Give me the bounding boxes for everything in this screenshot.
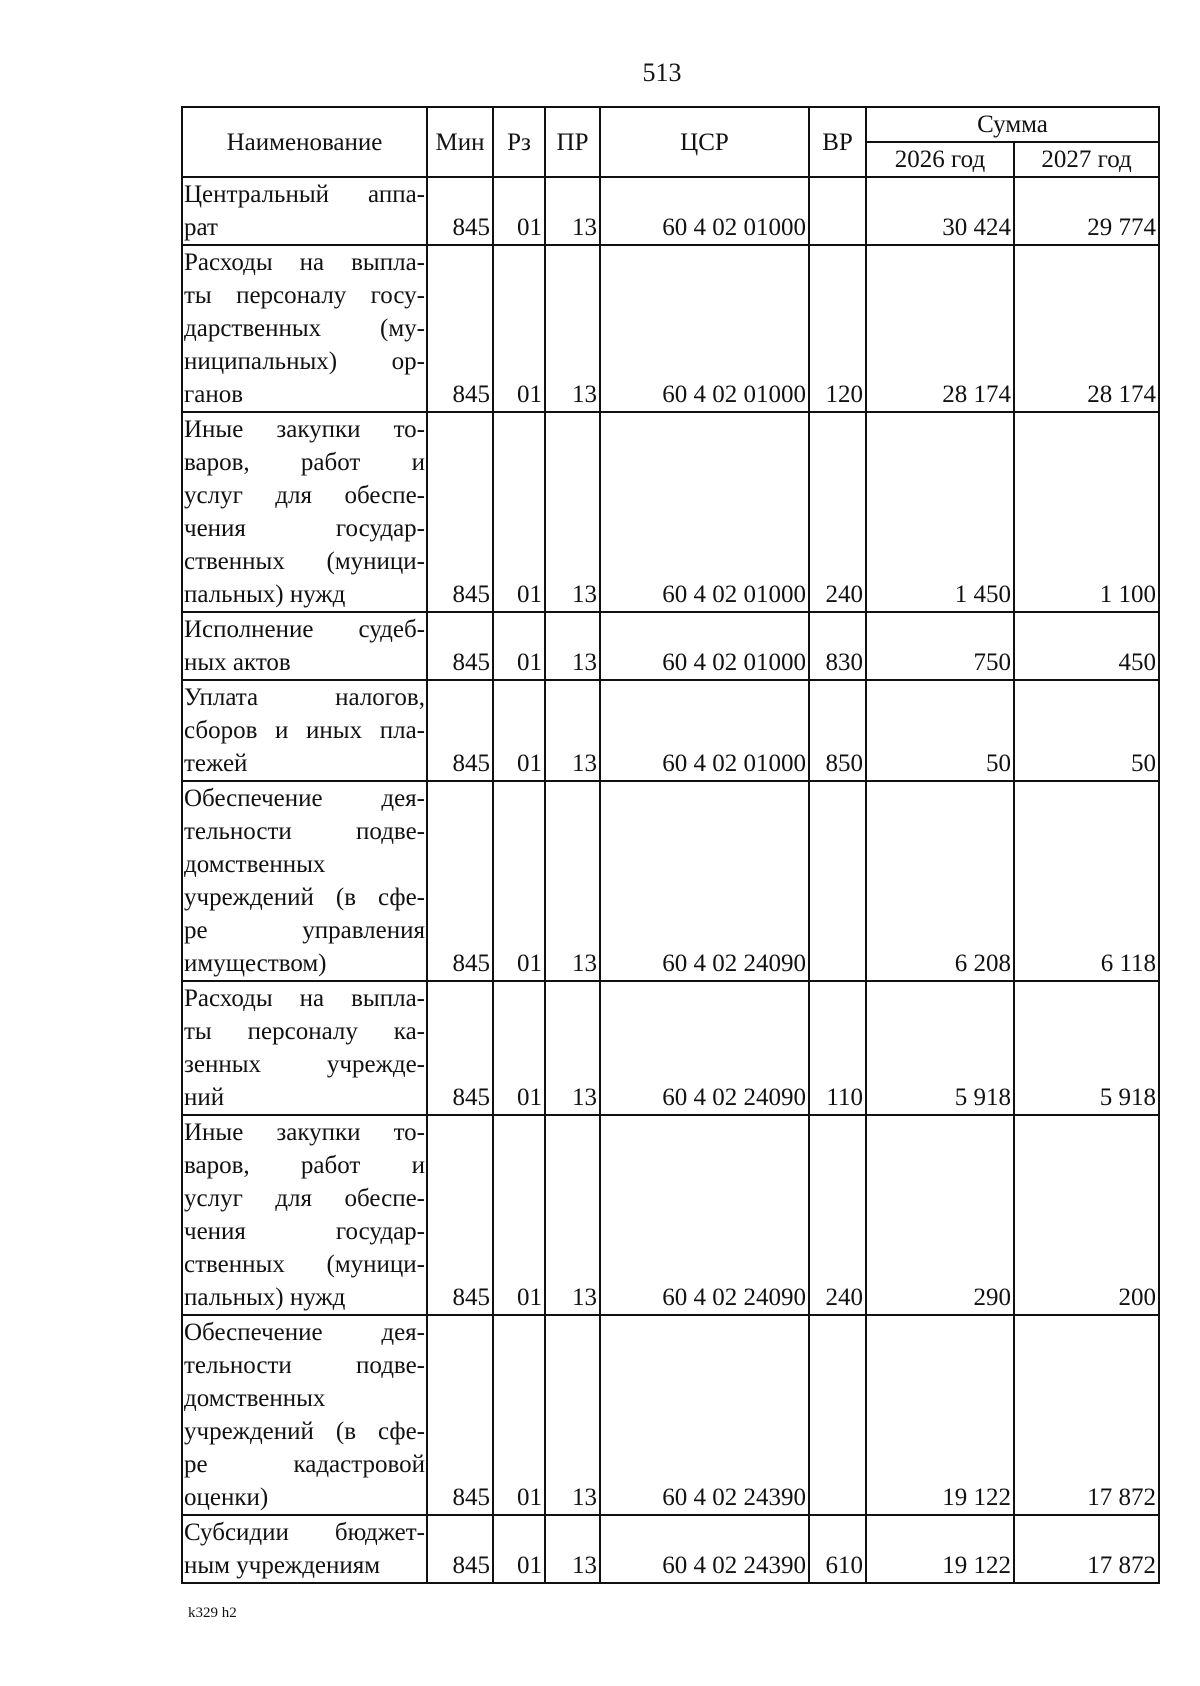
cell-amount-2027: 17 872 xyxy=(1014,1515,1159,1583)
cell-name-line: Субсидии бюджет- xyxy=(184,1519,425,1546)
cell-name-line: варов, работ и xyxy=(184,449,425,476)
cell-name xyxy=(182,412,427,612)
cell-pr: 13 xyxy=(545,1515,600,1583)
header-sum: Сумма xyxy=(866,107,1159,142)
cell-amount-2027: 450 xyxy=(1014,612,1159,680)
cell-name-line: сборов и иных пла- xyxy=(184,717,425,744)
cell-amount-2026: 5 918 xyxy=(866,981,1014,1115)
table-row xyxy=(182,177,1159,245)
cell-vr: 850 xyxy=(809,680,866,781)
cell-name-line: ре кадастровой xyxy=(184,1451,425,1478)
cell-name xyxy=(182,1315,427,1515)
cell-pr: 13 xyxy=(545,1115,600,1315)
header-name: Наименование xyxy=(182,107,427,177)
cell-name-line: ты персоналу ка- xyxy=(184,1018,425,1045)
cell-name-line: ным учреждениям xyxy=(184,1552,381,1579)
cell-pr: 13 xyxy=(545,981,600,1115)
header-min: Мин xyxy=(427,107,493,177)
cell-amount-2027: 5 918 xyxy=(1014,981,1159,1115)
cell-name-line: тежей xyxy=(184,750,248,777)
cell-name-line: оценки) xyxy=(184,1484,269,1511)
cell-amount-2027: 50 xyxy=(1014,680,1159,781)
cell-csr: 60 4 02 01000 xyxy=(600,412,809,612)
cell-name xyxy=(182,981,427,1115)
cell-vr: 240 xyxy=(809,1115,866,1315)
cell-min: 845 xyxy=(427,412,493,612)
cell-amount-2027: 6 118 xyxy=(1014,781,1159,981)
cell-amount-2027: 1 100 xyxy=(1014,412,1159,612)
table-row xyxy=(182,781,1159,981)
page-number: 513 xyxy=(642,58,682,87)
cell-csr: 60 4 02 01000 xyxy=(600,612,809,680)
cell-csr: 60 4 02 01000 xyxy=(600,177,809,245)
cell-vr: 830 xyxy=(809,612,866,680)
cell-min: 845 xyxy=(427,680,493,781)
table-body xyxy=(182,177,1159,1583)
cell-min: 845 xyxy=(427,612,493,680)
table-row xyxy=(182,981,1159,1115)
cell-csr: 60 4 02 24090 xyxy=(600,781,809,981)
cell-name-line: рат xyxy=(184,214,218,241)
cell-name-line: Исполнение судеб- xyxy=(184,616,425,643)
table-header xyxy=(182,107,1159,177)
cell-amount-2026: 50 xyxy=(866,680,1014,781)
cell-rz: 01 xyxy=(493,177,545,245)
cell-name-line: ственных (муници- xyxy=(184,1251,425,1278)
cell-name-line: чения государ- xyxy=(184,1218,425,1245)
cell-name xyxy=(182,177,427,245)
table-row xyxy=(182,612,1159,680)
footer-code: k329 h2 xyxy=(188,1605,237,1621)
cell-pr: 13 xyxy=(545,412,600,612)
cell-name-line: варов, работ и xyxy=(184,1152,425,1179)
table-row xyxy=(182,680,1159,781)
cell-name xyxy=(182,245,427,412)
cell-name-line: услуг для обеспе- xyxy=(184,482,425,509)
cell-csr: 60 4 02 01000 xyxy=(600,245,809,412)
cell-rz: 01 xyxy=(493,412,545,612)
cell-csr: 60 4 02 24390 xyxy=(600,1315,809,1515)
cell-min: 845 xyxy=(427,1515,493,1583)
cell-pr: 13 xyxy=(545,612,600,680)
cell-csr: 60 4 02 24390 xyxy=(600,1515,809,1583)
cell-name-line: Расходы на выпла- xyxy=(184,249,425,276)
cell-name xyxy=(182,1515,427,1583)
header-rz: Рз xyxy=(493,107,545,177)
table-row xyxy=(182,412,1159,612)
cell-name-line: ственных (муници- xyxy=(184,548,425,575)
cell-name-line: домственных xyxy=(184,851,326,878)
cell-name-line: домственных xyxy=(184,1385,326,1412)
cell-name-line: учреждений (в сфе- xyxy=(184,1418,425,1445)
cell-pr: 13 xyxy=(545,245,600,412)
cell-name-line: Иные закупки то- xyxy=(184,1119,425,1146)
cell-name xyxy=(182,781,427,981)
cell-name-line: Обеспечение дея- xyxy=(184,785,425,812)
header-vr: ВР xyxy=(809,107,866,177)
cell-name-line: ганов xyxy=(184,381,244,408)
cell-amount-2026: 30 424 xyxy=(866,177,1014,245)
cell-vr: 120 xyxy=(809,245,866,412)
cell-name-line: учреждений (в сфе- xyxy=(184,884,425,911)
cell-amount-2027: 17 872 xyxy=(1014,1315,1159,1515)
cell-name-line: услуг для обеспе- xyxy=(184,1185,425,1212)
cell-amount-2026: 1 450 xyxy=(866,412,1014,612)
cell-name-line: ных актов xyxy=(184,649,291,676)
cell-amount-2026: 290 xyxy=(866,1115,1014,1315)
cell-vr xyxy=(809,781,866,981)
cell-rz: 01 xyxy=(493,245,545,412)
cell-vr: 110 xyxy=(809,981,866,1115)
cell-min: 845 xyxy=(427,177,493,245)
cell-amount-2027: 29 774 xyxy=(1014,177,1159,245)
cell-amount-2026: 28 174 xyxy=(866,245,1014,412)
cell-rz: 01 xyxy=(493,1115,545,1315)
cell-name-line: ниципальных) ор- xyxy=(184,348,425,375)
cell-name xyxy=(182,1115,427,1315)
cell-vr xyxy=(809,177,866,245)
cell-name-line: ты персоналу госу- xyxy=(184,282,425,309)
cell-amount-2026: 19 122 xyxy=(866,1315,1014,1515)
cell-csr: 60 4 02 01000 xyxy=(600,680,809,781)
cell-pr: 13 xyxy=(545,1315,600,1515)
cell-name xyxy=(182,680,427,781)
cell-rz: 01 xyxy=(493,1515,545,1583)
cell-name-line: Иные закупки то- xyxy=(184,416,425,443)
cell-min: 845 xyxy=(427,981,493,1115)
cell-amount-2026: 750 xyxy=(866,612,1014,680)
header-year-2027: 2027 год xyxy=(1014,142,1159,177)
header-pr: ПР xyxy=(545,107,600,177)
cell-name-line: имуществом) xyxy=(184,950,327,977)
cell-min: 845 xyxy=(427,781,493,981)
table-row xyxy=(182,245,1159,412)
cell-name-line: ре управления xyxy=(184,917,425,944)
cell-amount-2026: 6 208 xyxy=(866,781,1014,981)
cell-name-line: ний xyxy=(184,1084,225,1111)
cell-name-line: дарственных (му- xyxy=(184,315,425,342)
cell-min: 845 xyxy=(427,245,493,412)
cell-name-line: Центральный аппа- xyxy=(184,181,425,208)
cell-min: 845 xyxy=(427,1315,493,1515)
cell-amount-2027: 28 174 xyxy=(1014,245,1159,412)
cell-min: 845 xyxy=(427,1115,493,1315)
cell-rz: 01 xyxy=(493,781,545,981)
cell-name-line: пальных) нужд xyxy=(184,581,346,608)
cell-amount-2026: 19 122 xyxy=(866,1515,1014,1583)
cell-name-line: Уплата налогов, xyxy=(184,684,425,711)
cell-rz: 01 xyxy=(493,1315,545,1515)
cell-rz: 01 xyxy=(493,680,545,781)
cell-name-line: тельности подве- xyxy=(184,1352,425,1379)
cell-amount-2027: 200 xyxy=(1014,1115,1159,1315)
cell-rz: 01 xyxy=(493,981,545,1115)
budget-table xyxy=(181,106,1160,1584)
header-year-2026: 2026 год xyxy=(866,142,1014,177)
cell-pr: 13 xyxy=(545,177,600,245)
cell-csr: 60 4 02 24090 xyxy=(600,981,809,1115)
cell-name-line: пальных) нужд xyxy=(184,1284,346,1311)
table-row xyxy=(182,1115,1159,1315)
cell-vr xyxy=(809,1315,866,1515)
cell-name xyxy=(182,612,427,680)
cell-name-line: Обеспечение дея- xyxy=(184,1319,425,1346)
cell-name-line: Расходы на выпла- xyxy=(184,985,425,1012)
cell-name-line: зенных учрежде- xyxy=(184,1051,425,1078)
cell-pr: 13 xyxy=(545,781,600,981)
cell-name-line: тельности подве- xyxy=(184,818,425,845)
table-row xyxy=(182,1515,1159,1583)
cell-csr: 60 4 02 24090 xyxy=(600,1115,809,1315)
cell-pr: 13 xyxy=(545,680,600,781)
cell-vr: 240 xyxy=(809,412,866,612)
cell-name-line: чения государ- xyxy=(184,515,425,542)
cell-rz: 01 xyxy=(493,612,545,680)
cell-vr: 610 xyxy=(809,1515,866,1583)
header-csr: ЦСР xyxy=(600,107,809,177)
table-row xyxy=(182,1315,1159,1515)
